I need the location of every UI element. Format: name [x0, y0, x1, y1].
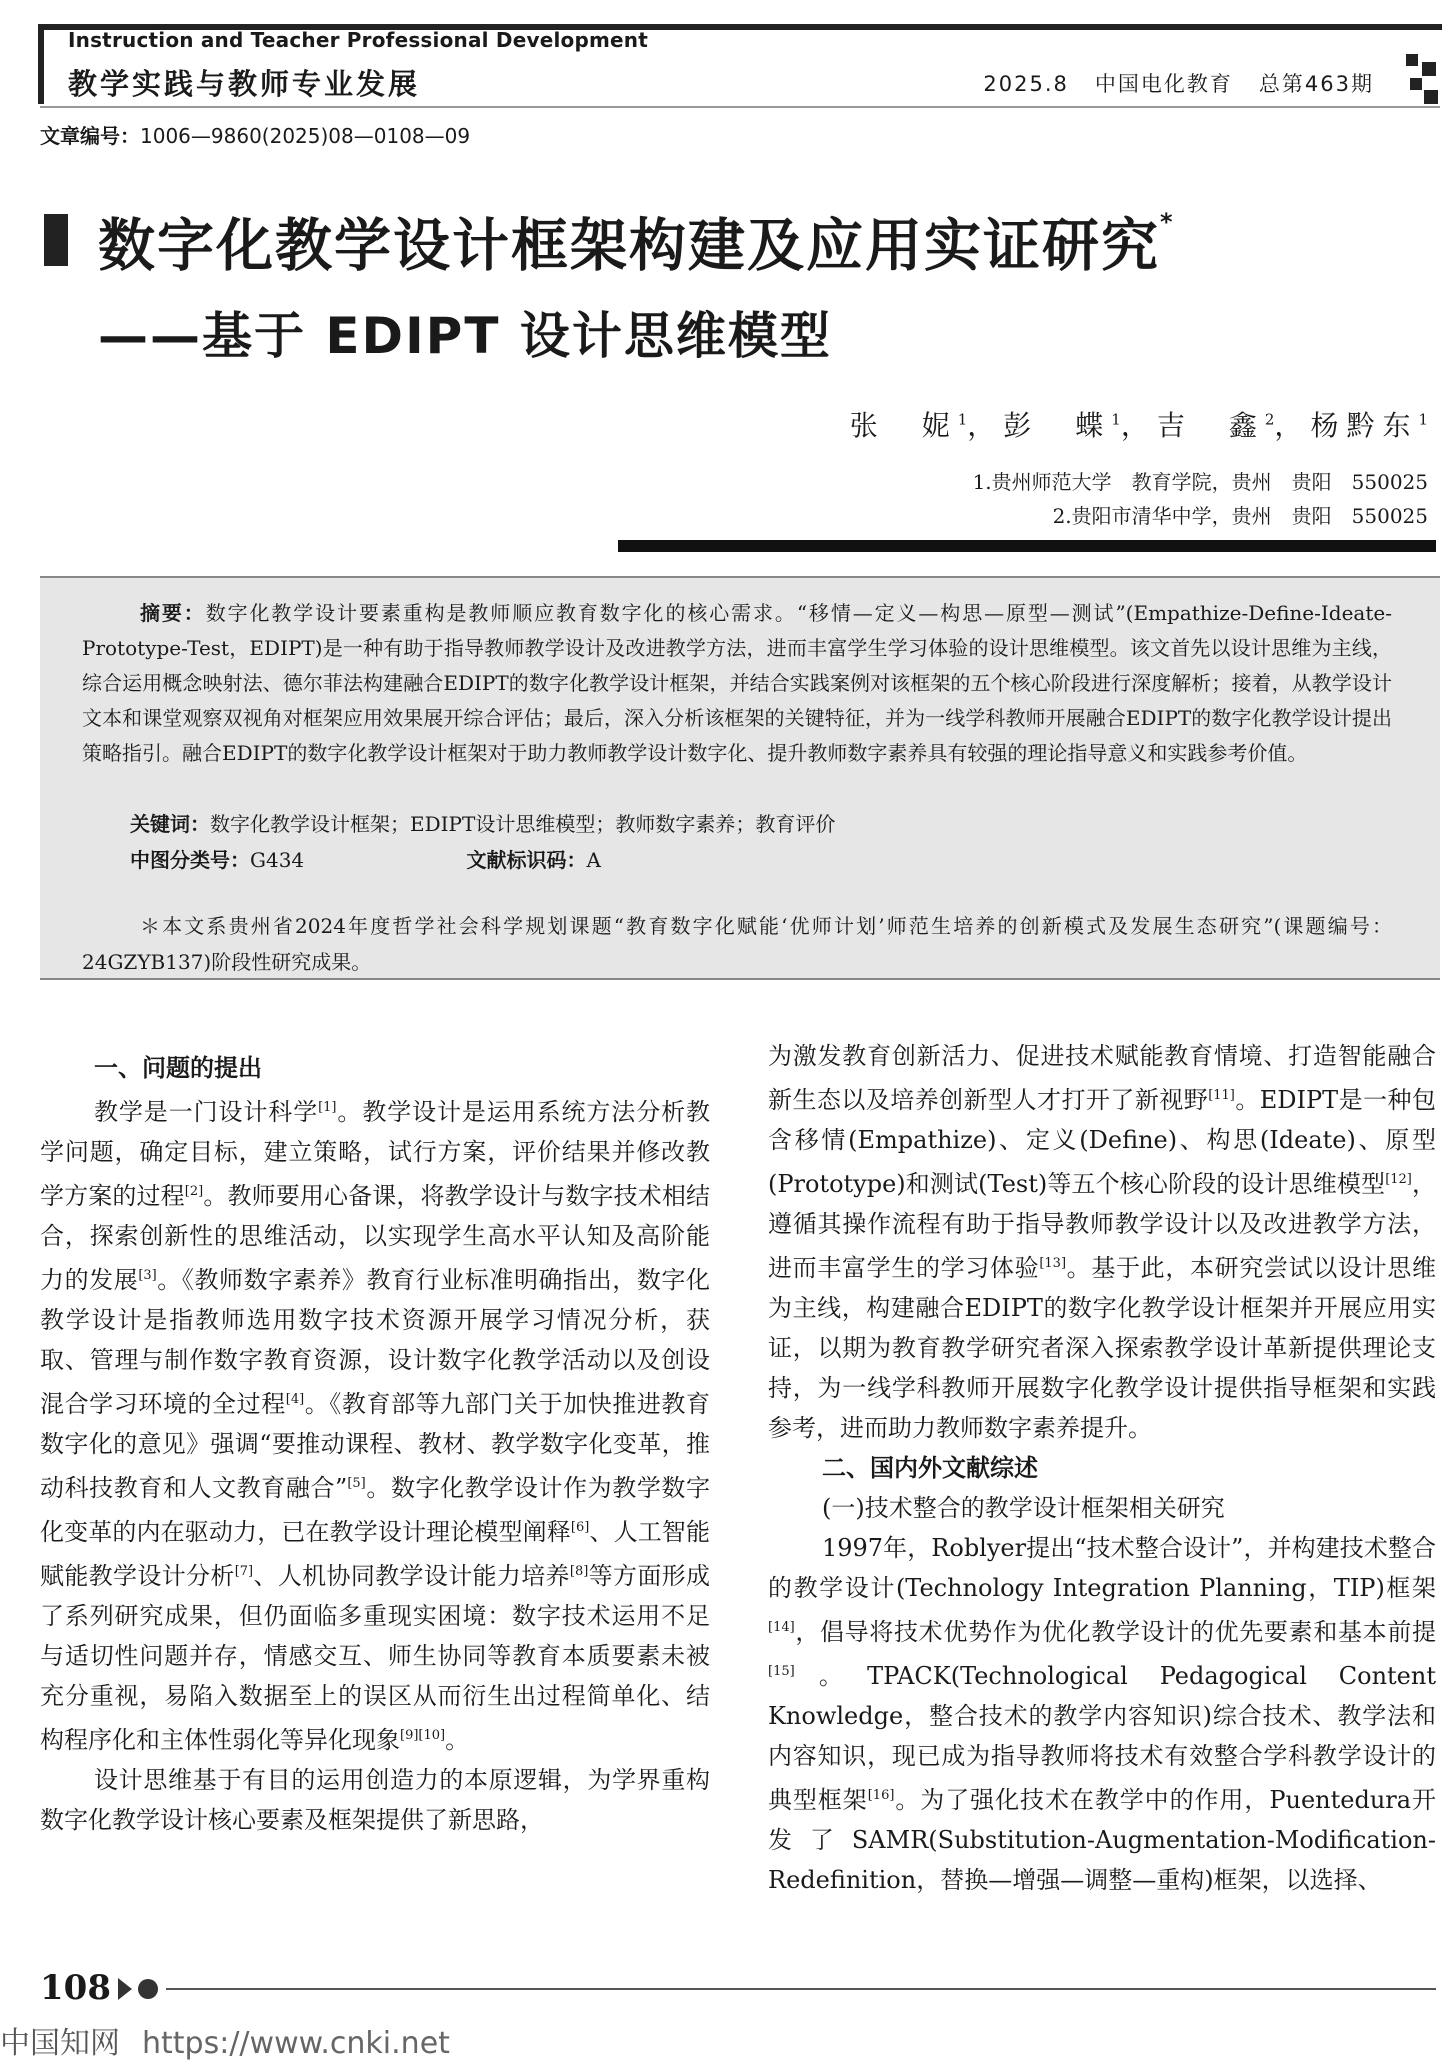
paragraph: 1997年，Roblyer提出“技术整合设计”，并构建技术整合的教学设计(Technology Integration Planning，TIP)框架[14]，倡导将技术优势作为优化教学设计的优先要素和基本前提[15]。TPACK(Technological Pedagogical Content Knowledge，整合技术的教学内容知识)综合技术、教学法和内容知识，现已成为指导教师将技术有效整合学科教学设计的典型框架[16]。为了强化技术在教学中的作用，Puentedura开发了SAMR(Substitution-Augmentation-Modification-Redefinition，替换—增强—调整—重构)框架，以选择、	[768, 1534, 1436, 1894]
abstract-text: 数字化教学设计要素重构是教师顺应教育数字化的核心需求。“移情—定义—构思—原型—测试”(Empathize-Define-Ideate-Prototype-Test，EDIPT)是一种有助于指导教师教学设计及改进教学方法，进而丰富学生学习体验的设计思维模型。该文首先以设计思维为主线，综合运用概念映射法、德尔菲法构建融合EDIPT的数字化教学设计框架，并结合实践案例对该框架的五个核心阶段进行深度解析；接着，从教学设计文本和课堂观察双视角对框架应用效果展开综合评估；最后，深入分析该框架的关键特征，并为一线学科教师开展融合EDIPT的数字化教学设计提出策略指引。融合EDIPT的数字化教学设计框架对于助力教师教学设计数字化、提升教师数字素养具有较强的理论指导意义和实践参考价值。	[82, 601, 1392, 765]
page-arrow-icon	[118, 1976, 166, 2002]
divider-rule	[618, 540, 1436, 552]
article-subtitle: ——基于 EDIPT 设计思维模型	[98, 307, 832, 365]
page-number: 108	[40, 1968, 111, 2008]
journal-name: 中国电化教育	[1094, 72, 1233, 96]
author: 吉 鑫	[1156, 409, 1265, 442]
article-number: 文章编号：1006—9860(2025)08—0108—09	[40, 124, 471, 148]
funding-note: ＊本文系贵州省2024年度哲学社会科学规划课题“教育数字化赋能‘优师计划’师范生培养的创新模式及发展生态研究”(课题编号：24GZYB137)阶段性研究成果。	[82, 914, 1392, 974]
keywords: 关键词：数字化教学设计框架；EDIPT设计思维模型；教师数字素养；教育评价	[130, 812, 836, 836]
title-marker	[44, 214, 68, 266]
footer-rule	[166, 1988, 1436, 1990]
affiliation: 1.贵州师范大学 教育学院，贵州 贵阳 550025	[972, 470, 1428, 494]
abstract-label: 摘要：	[140, 601, 206, 625]
journal-english-title: Instruction and Teacher Professional Development	[68, 28, 648, 52]
paragraph: 为激发教育创新活力、促进技术赋能教育情境、打造智能融合新生态以及培养创新型人才打开了新视野[11]。EDIPT是一种包含移情(Empathize)、定义(Define)、构思(Ideate)、原型(Prototype)和测试(Test)等五个核心阶段的设计思维模型[12]，遵循其操作流程有助于指导教师教学设计以及改进教学方法，进而丰富学生的学习体验[13]。基于此，本研究尝试以设计思维为主线，构建融合EDIPT的数字化教学设计框架并开展应用实证，以期为教育教学研究者深入探索教学设计革新提供理论支持，为一线学科教师开展数字化教学设计提供指导框架和实践参考，进而助力教师数字素养提升。	[768, 1042, 1437, 1442]
paragraph: 教学是一门设计科学[1]。教学设计是运用系统方法分析教学问题，确定目标，建立策略，试行方案，评价结果并修改教学方案的过程[2]。教师要用心备课，将教学设计与数字技术相结合，探索创新性的思维活动，以实现学生高水平认知及高阶能力的发展[3]。《教师数字素养》教育行业标准明确指出，数字化教学设计是指教师选用数字技术资源开展学习情况分析，获取、管理与制作数字教育资源，设计数字化教学活动以及创设混合学习环境的全过程[4]。《教育部等九部门关于加快推进教育数字化的意见》强调“要推动课程、教材、教学数字化变革，推动科技教育和人文教育融合”[5]。数字化教学设计作为教学数字化变革的内在驱动力，已在教学设计理论模型阐释[6]、人工智能赋能教学设计分析[7]、人机协同教学设计能力培养[8]等方面形成了系列研究成果，但仍面临多重现实困境：数字技术运用不足与适切性问题并存，情感交互、师生协同等教育本质要素未被充分重视，易陷入数据至上的误区从而衍生出过程简单化、结构程序化和主体性弱化等异化现象[9][10]。	[40, 1098, 711, 1754]
journal-column-title: 教学实践与教师专业发展	[68, 67, 421, 101]
title-footnote-mark: *	[1160, 208, 1175, 236]
article-title: 数字化教学设计框架构建及应用实证研究*	[98, 208, 1175, 279]
subsection-heading: (一)技术整合的教学设计框架相关研究	[822, 1494, 1225, 1522]
body-left-column	[40, 1048, 710, 1840]
cnki-url[interactable]: https://www.cnki.net	[142, 2026, 450, 2061]
author-list: 张 妮$^1$，彭 蝶$^1$，吉 鑫$^2$，杨黔东$^1$	[849, 409, 1428, 442]
cnki-watermark: 中国知网 https://www.cnki.net	[0, 2026, 450, 2061]
header-rule	[40, 106, 1440, 108]
author: 彭 蝶	[1003, 409, 1112, 442]
affiliation: 2.贵阳市清华中学，贵州 贵阳 550025	[1052, 504, 1428, 528]
journal-issue-info	[957, 68, 1374, 98]
section-heading: 二、国内外文献综述	[822, 1454, 1038, 1482]
classification-line: 中图分类号：G434 文献标识码：A	[130, 848, 601, 872]
body-right-column	[768, 1036, 1436, 1900]
total-issue: 总第463期	[1258, 72, 1374, 96]
paragraph: 设计思维基于有目的运用创造力的本原逻辑，为学界重构数字化教学设计核心要素及框架提供了新思路，	[40, 1766, 710, 1834]
issue-date: 2025.8	[983, 72, 1069, 96]
author: 张 妮	[849, 409, 958, 442]
header-block-icon	[1406, 54, 1440, 108]
section-heading: 一、问题的提出	[94, 1054, 262, 1082]
author: 杨黔东	[1310, 409, 1419, 442]
abstract	[82, 596, 1392, 771]
